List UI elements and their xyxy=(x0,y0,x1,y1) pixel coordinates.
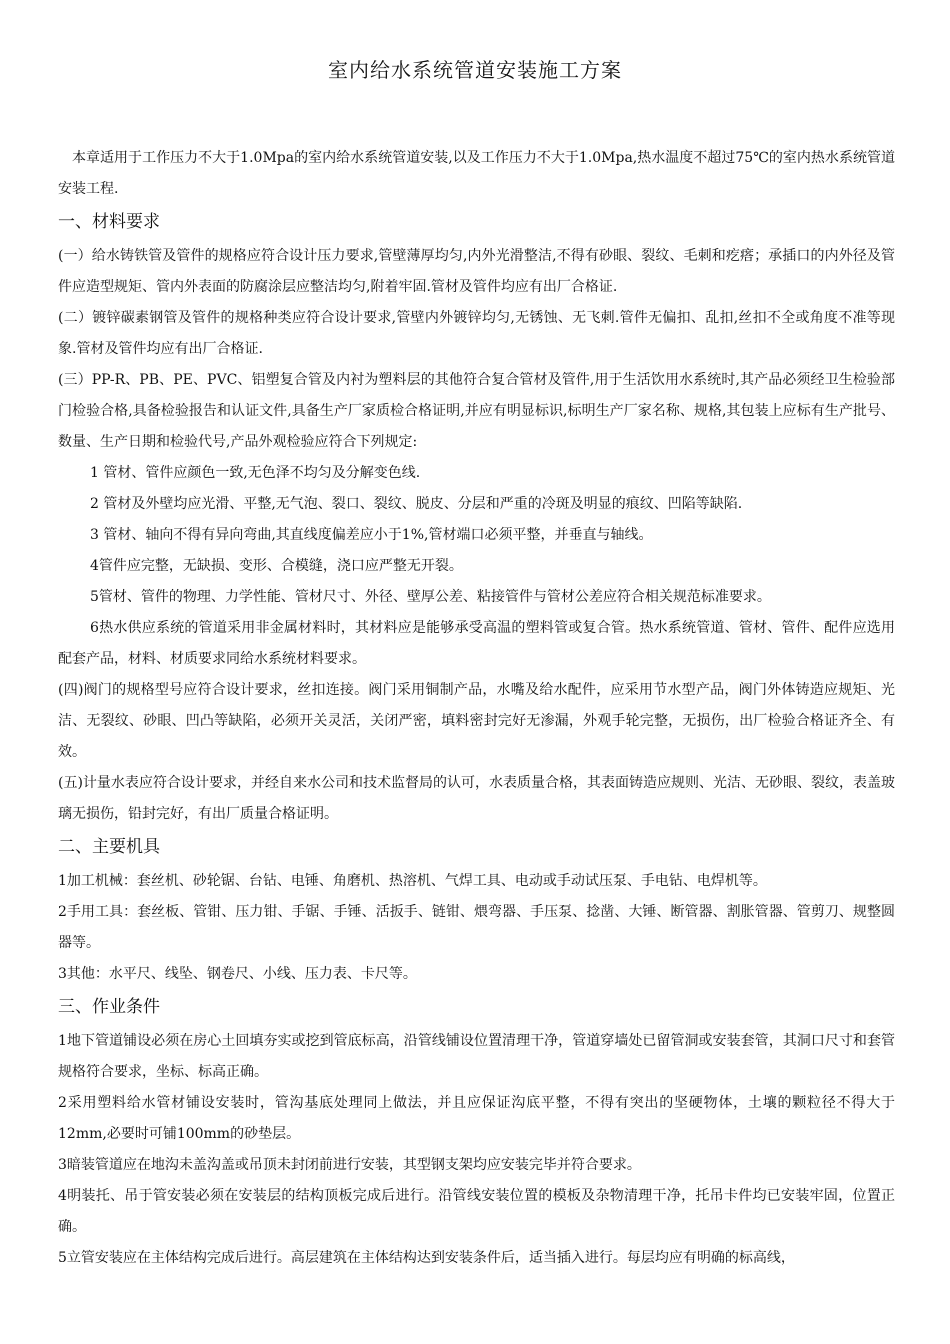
document-body xyxy=(58,143,895,1274)
paragraph-material-1: (一）给水铸铁管及管件的规格应符合设计压力要求,管壁薄厚均匀,内外光滑整洁,不得有砂眼、裂纹、毛刺和疙瘩；承插口的内外径及管件应造型规矩、管内外表面的防腐涂层应整洁均匀,附着牢固.管材及管件均应有出厂合格证. xyxy=(58,248,895,295)
sub-item-4: 4管件应完整，无缺损、变形、合模缝，浇口应严整无开裂。 xyxy=(90,558,463,574)
sub-item-3: 3 管材、轴向不得有异向弯曲,其直线度偏差应小于1%,管材端口必须平整，并垂直与轴线。 xyxy=(90,527,653,543)
paragraph-material-3: (三）PP-R、PB、PE、PVC、铝塑复合管及内衬为塑料层的其他符合复合管材及管件,用于生活饮用水系统时,其产品必须经卫生检验部门检验合格,具备检验报告和认证文件,具备生产厂家质检合格证明,并应有明显标识,标明生产厂家名称、规格,其包装上应标有生产批号、数量、生产日期和检验代号,产品外观检验应符合下列规定: xyxy=(58,372,895,450)
sub-item-1: 1 管材、管件应颜色一致,无色泽不均匀及分解变色线. xyxy=(90,465,421,481)
paragraph-conditions-3: 3暗装管道应在地沟未盖沟盖或吊顶未封闭前进行安装，其型钢支架均应安装完毕并符合要求。 xyxy=(58,1157,641,1173)
paragraph-tools-1: 1加工机械：套丝机、砂轮锯、台钻、电锤、角磨机、热溶机、气焊工具、电动或手动试压泵、手电钻、电焊机等。 xyxy=(58,873,767,889)
paragraph-tools-3: 3其他：水平尺、线坠、钢卷尺、小线、压力表、卡尺等。 xyxy=(58,966,417,982)
paragraph-material-5: (五)计量水表应符合设计要求，并经自来水公司和技术监督局的认可，水表质量合格，其表面铸造应规则、光洁、无砂眼、裂纹，表盖玻璃无损伤，铅封完好，有出厂质量合格证明。 xyxy=(58,775,895,822)
paragraph-conditions-1: 1地下管道铺设必须在房心土回填夯实或挖到管底标高，沿管线铺设位置清理干净，管道穿墙处已留管洞或安装套管，其洞口尺寸和套管规格符合要求，坐标、标高正确。 xyxy=(58,1033,895,1080)
paragraph-tools-2: 2手用工具：套丝板、管钳、压力钳、手锯、手锤、活扳手、链钳、煨弯器、手压泵、捻凿、大锤、断管器、割胀管器、管剪刀、规整圆器等。 xyxy=(58,904,895,951)
section-heading-conditions: 三、作业条件 xyxy=(58,997,160,1017)
document-title: 室内给水系统管道安装施工方案 xyxy=(328,58,622,82)
paragraph-conditions-5: 5立管安装应在主体结构完成后进行。高层建筑在主体结构达到安装条件后，适当插入进行。每层均应有明确的标高线， xyxy=(58,1250,795,1266)
paragraph-material-2: (二）镀锌碳素钢管及管件的规格种类应符合设计要求,管壁内外镀锌均匀,无锈蚀、无飞刺.管件无偏扣、乱扣,丝扣不全或角度不准等现象.管材及管件均应有出厂合格证. xyxy=(58,310,895,357)
section-heading-materials: 一、材料要求 xyxy=(58,212,160,232)
sub-item-5: 5管材、管件的物理、力学性能、管材尺寸、外径、壁厚公差、粘接管件与管材公差应符合相关规范标准要求。 xyxy=(90,589,771,605)
paragraph-conditions-4: 4明装托、吊于管安装必须在安装层的结构顶板完成后进行。沿管线安装位置的模板及杂物清理干净，托吊卡件均已安装牢固，位置正确。 xyxy=(58,1188,895,1235)
paragraph-conditions-2: 2采用塑料给水管材铺设安装时，管沟基底处理同上做法，并且应保证沟底平整，不得有突出的坚硬物体，土壤的颗粒径不得大于12mm,必要时可铺100mm的砂垫层。 xyxy=(58,1095,895,1142)
section-heading-tools: 二、主要机具 xyxy=(58,837,160,857)
paragraph-material-4: (四)阀门的规格型号应符合设计要求，丝扣连接。阀门采用铜制产品，水嘴及给水配件，应采用节水型产品，阀门外体铸造应规矩、光洁、无裂纹、砂眼、凹凸等缺陷，必须开关灵活，关闭严密，填料密封完好无渗漏，外观手轮完整，无损伤，出厂检验合格证齐全、有效。 xyxy=(58,682,895,760)
sub-item-6: 6热水供应系统的管道采用非金属材料时，其材料应是能够承受高温的塑料管或复合管。热水系统管道、管材、管件、配件应选用配套产品，材料、材质要求同给水系统材料要求。 xyxy=(58,620,895,667)
sub-item-2: 2 管材及外壁均应光滑、平整,无气泡、裂口、裂纹、脱皮、分层和严重的冷斑及明显的痕纹、凹陷等缺陷. xyxy=(90,496,743,512)
intro-paragraph: 本章适用于工作压力不大于1.0Mpa的室内给水系统管道安装,以及工作压力不大于1.0Mpa,热水温度不超过75℃的室内热水系统管道安装工程. xyxy=(58,150,895,197)
